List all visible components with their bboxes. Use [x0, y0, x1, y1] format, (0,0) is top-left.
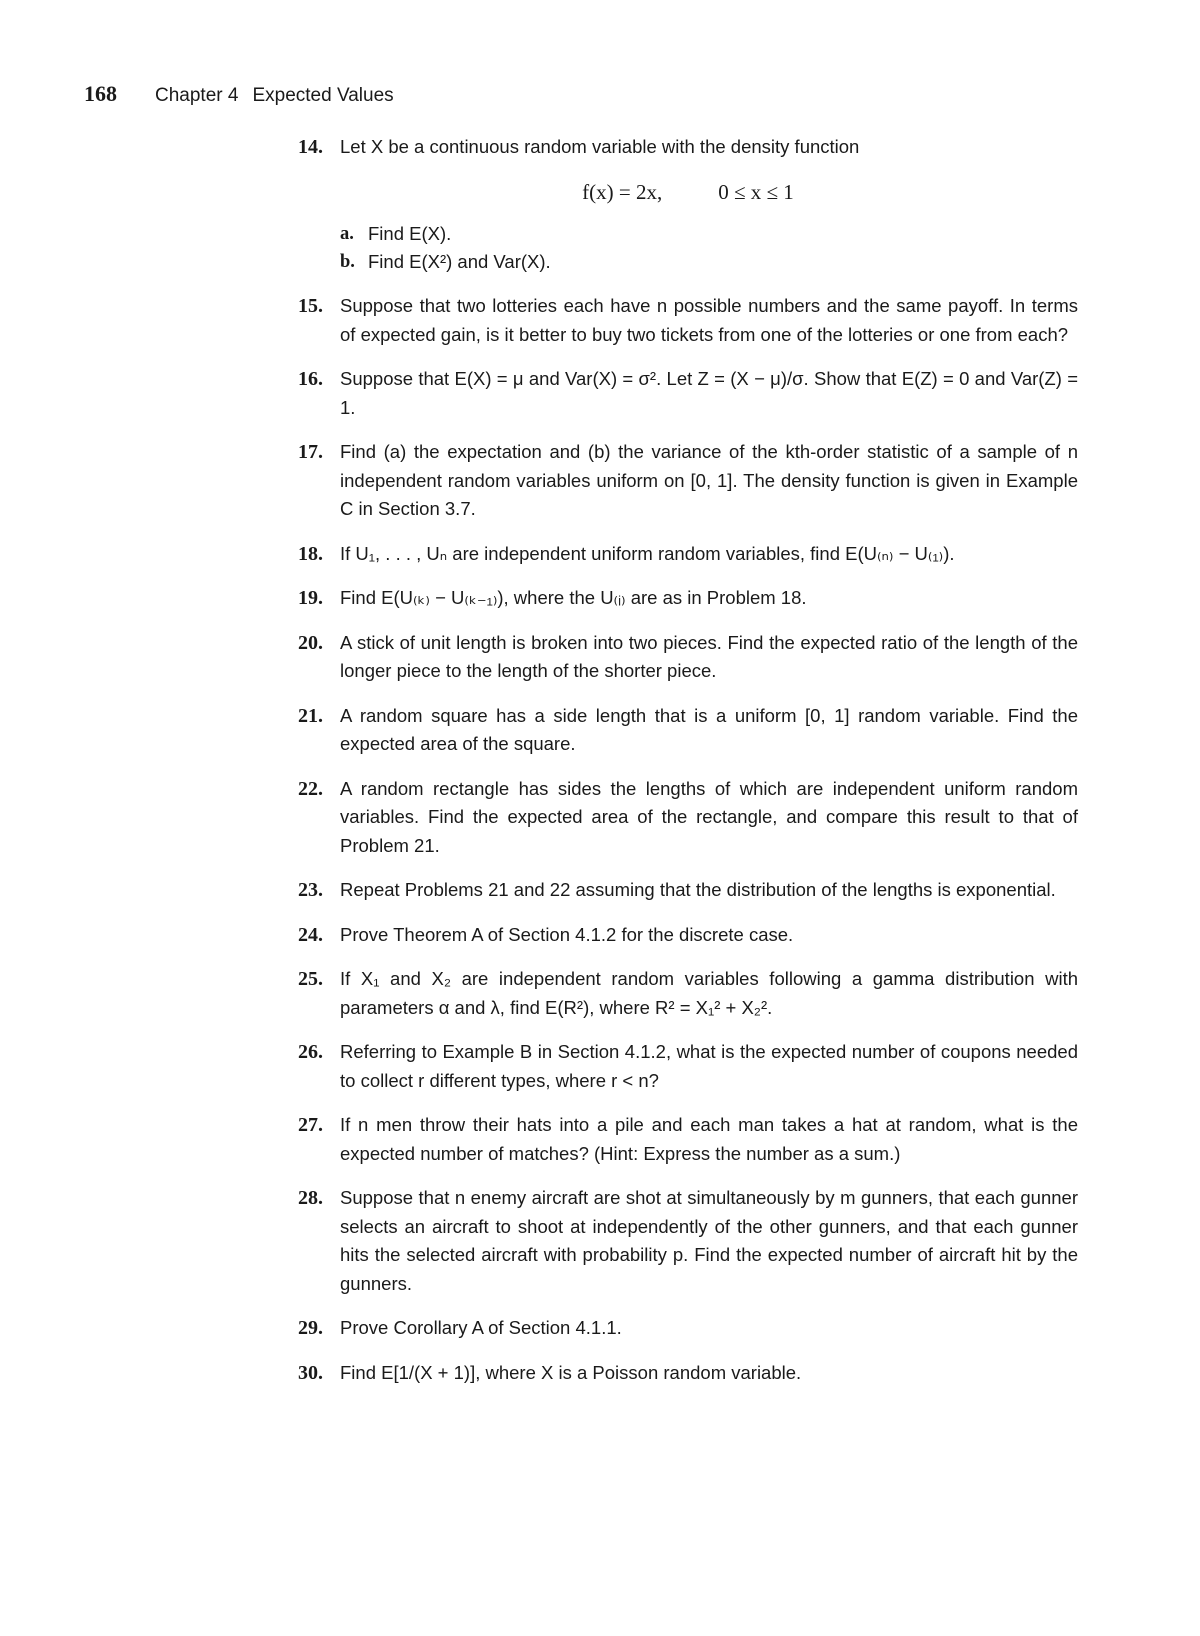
- problem-list: [298, 133, 1078, 1403]
- problem-number: 23.: [298, 879, 323, 901]
- problem-15: [298, 292, 1078, 349]
- problem-number: 29.: [298, 1317, 323, 1339]
- problem-25: [298, 965, 1078, 1022]
- problem-part: [340, 220, 1078, 248]
- problem-30: [298, 1359, 1078, 1388]
- problem-number: 25.: [298, 968, 323, 990]
- problem-22: [298, 775, 1078, 861]
- problem-number: 14.: [298, 136, 323, 158]
- problem-text: Find (a) the expectation and (b) the variance of the kth-order statistic of a sample of n independent random variables uniform on [0, 1]. The density function is given in Example C in Section 3.7.: [340, 441, 1078, 519]
- problem-text: Suppose that n enemy aircraft are shot at simultaneously by m gunners, that each gunner selects an aircraft to shoot at independently of the other gunners, and that each gunner hits the selected aircraft with probability p. Find the expected number of aircraft hit by the gunners.: [340, 1187, 1078, 1294]
- problem-20: [298, 629, 1078, 686]
- problem-text: A random square has a side length that is a uniform [0, 1] random variable. Find the expected area of the square.: [340, 704, 1078, 754]
- problem-number: 17.: [298, 441, 323, 463]
- display-equation: [298, 178, 1078, 207]
- part-text: Find E(X).: [368, 223, 452, 244]
- problem-text: Referring to Example B in Section 4.1.2, what is the expected number of coupons needed to collect r different types, where r < n?: [340, 1041, 1078, 1091]
- problem-text: Let X be a continuous random variable with the density function: [340, 136, 860, 157]
- equation-formula: f(x) = 2x,: [582, 179, 663, 204]
- problem-number: 28.: [298, 1187, 323, 1209]
- problem-number: 27.: [298, 1114, 323, 1136]
- problem-number: 18.: [298, 542, 323, 565]
- chapter-label: Chapter 4: [155, 85, 239, 106]
- problem-27: [298, 1111, 1078, 1168]
- part-text: Find E(X²) and Var(X).: [368, 251, 551, 272]
- problem-number: 30.: [298, 1361, 323, 1384]
- problem-text: Suppose that E(X) = μ and Var(X) = σ². Let Z = (X − μ)/σ. Show that E(Z) = 0 and Var(Z) = 1.: [340, 368, 1078, 418]
- problem-text: Find E[1/(X + 1)], where X is a Poisson random variable.: [340, 1361, 802, 1383]
- problem-16: [298, 365, 1078, 422]
- problem-text: Repeat Problems 21 and 22 assuming that the distribution of the lengths is exponential.: [340, 879, 1056, 900]
- problem-text: A stick of unit length is broken into two pieces. Find the expected ratio of the length of the longer piece to the length of the shorter piece.: [340, 631, 1078, 681]
- problem-number: 15.: [298, 295, 323, 317]
- problem-28: [298, 1184, 1078, 1298]
- problem-number: 26.: [298, 1041, 323, 1063]
- problem-text: If n men throw their hats into a pile and each man takes a hat at random, what is the expected number of matches? (Hint: Express the number as a sum.): [340, 1114, 1078, 1164]
- problem-text: Prove Corollary A of Section 4.1.1.: [340, 1317, 622, 1338]
- page-header: [84, 80, 394, 110]
- problem-29: [298, 1314, 1078, 1343]
- problem-24: [298, 921, 1078, 950]
- problem-number: 22.: [298, 777, 323, 800]
- problem-part: [340, 248, 1078, 276]
- page-number: 168: [84, 81, 117, 106]
- equation-domain: 0 ≤ x ≤ 1: [718, 179, 794, 204]
- part-label: a.: [340, 224, 354, 244]
- problem-17: [298, 438, 1078, 524]
- problem-text: Suppose that two lotteries each have n possible numbers and the same payoff. In terms of expected gain, is it better to buy two tickets from one of the lotteries or one from each?: [340, 295, 1078, 345]
- problem-number: 16.: [298, 368, 323, 390]
- problem-number: 21.: [298, 704, 323, 727]
- problem-text: If X₁ and X₂ are independent random variables following a gamma distribution with parameters α and λ, find E(R²), where R² = X₁² + X₂².: [340, 968, 1078, 1018]
- problem-23: [298, 876, 1078, 905]
- problem-26: [298, 1038, 1078, 1095]
- problem-number: 24.: [298, 923, 323, 946]
- problem-text: Find E(U₍ₖ₎ − U₍ₖ₋₁₎), where the U₍ᵢ₎ are as in Problem 18.: [340, 587, 807, 608]
- problem-text: A random rectangle has sides the lengths of which are independent uniform random variables. Find the expected area of the rectangle, and compare this result to that of Problem 21.: [340, 777, 1078, 856]
- part-label: b.: [340, 252, 355, 272]
- problem-text: Prove Theorem A of Section 4.1.2 for the discrete case.: [340, 923, 794, 945]
- problem-18: [298, 540, 1078, 569]
- problem-21: [298, 702, 1078, 759]
- problem-19: [298, 584, 1078, 613]
- problem-number: 20.: [298, 631, 323, 654]
- problem-text: If U₁, . . . , Uₙ are independent uniform random variables, find E(U₍ₙ₎ − U₍₁₎).: [340, 542, 955, 564]
- chapter-title: Expected Values: [252, 85, 394, 106]
- problem-number: 19.: [298, 587, 323, 609]
- problem-14: [298, 133, 1078, 276]
